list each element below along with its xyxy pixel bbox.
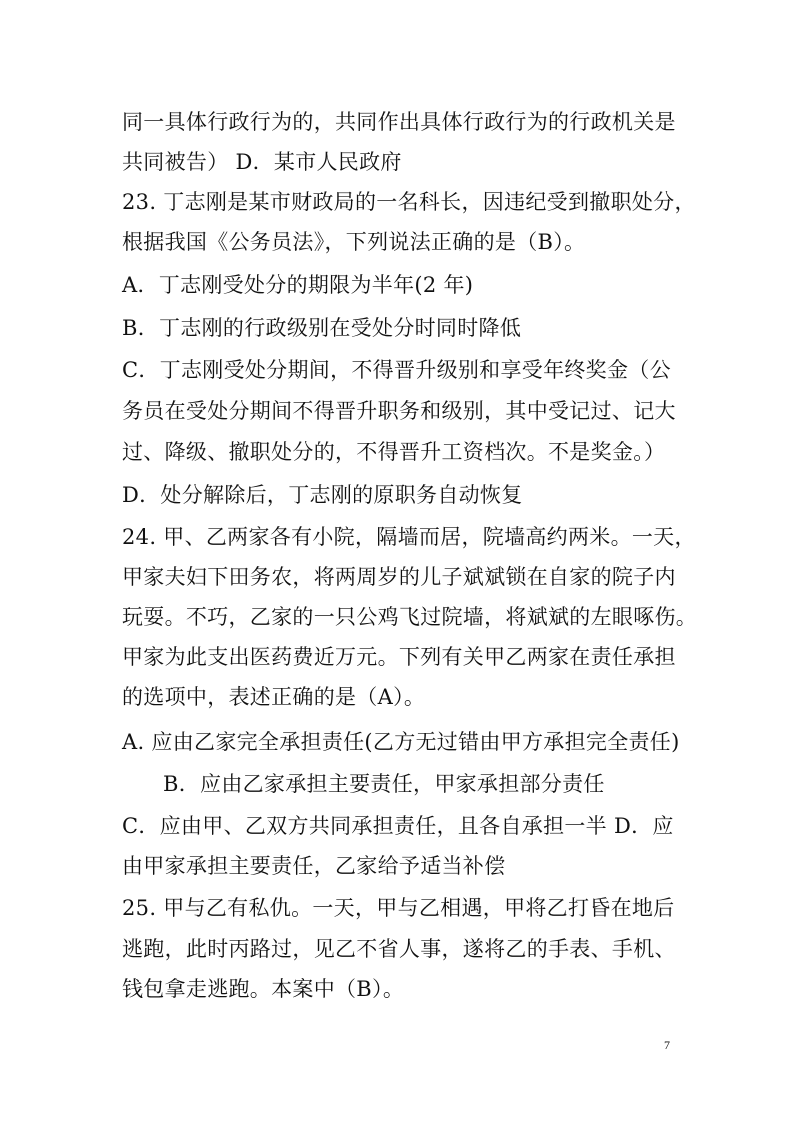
text-line: 逃跑，此时丙路过，见乙不省人事，遂将乙的手表、手机、 xyxy=(122,937,676,961)
option-b: B．丁志刚的行政级别在受处分时同时降低 xyxy=(122,316,522,340)
text-line: 由甲家承担主要责任，乙家给予适当补偿 xyxy=(122,854,506,878)
page-number: 7 xyxy=(664,1038,670,1052)
question-24-stem: 24. 甲、乙两家各有小院，隔墙而居，院墙高约两米。一天， xyxy=(122,525,696,549)
text-line: 甲家为此支出医药费近万元。下列有关甲乙两家在责任承担 xyxy=(122,645,676,669)
question-25-stem: 25. 甲与乙有私仇。一天，甲与乙相遇，甲将乙打昏在地后 xyxy=(122,896,675,920)
text-line: 根据我国《公务员法》，下列说法正确的是（B）。 xyxy=(122,230,586,254)
text-line: 务员在受处分期间不得晋升职务和级别，其中受记过、记大 xyxy=(122,399,676,423)
text-line: 过、降级、撤职处分的，不得晋升工资档次。不是奖金。） xyxy=(122,440,666,464)
option-c: C．丁志刚受处分期间，不得晋升级别和享受年终奖金（公 xyxy=(122,358,671,382)
option-a: A．丁志刚受处分的期限为半年(2 年) xyxy=(122,273,474,297)
question-23-stem: 23. 丁志刚是某市财政局的一名科长，因违纪受到撤职处分， xyxy=(122,190,696,214)
text-line: 的选项中，表述正确的是（A）。 xyxy=(122,685,426,709)
text-line: 共同被告） D．某市人民政府 xyxy=(122,150,402,174)
text-line: 玩耍。不巧，乙家的一只公鸡飞过院墙，将斌斌的左眼啄伤。 xyxy=(122,605,698,629)
text-line: 同一具体行政行为的，共同作出具体行政行为的行政机关是 xyxy=(122,110,676,134)
text-line: 钱包拿走逃跑。本案中（B）。 xyxy=(122,977,405,1001)
option-c-d: C．应由甲、乙双方共同承担责任，且各自承担一半 D．应 xyxy=(122,814,674,838)
option-a: A. 应由乙家完全承担责任(乙方无过错由甲方承担完全责任) xyxy=(122,730,680,754)
option-b: B．应由乙家承担主要责任，甲家承担部分责任 xyxy=(163,772,605,796)
option-d: D．处分解除后，丁志刚的原职务自动恢复 xyxy=(122,483,523,507)
text-line: 甲家夫妇下田务农，将两周岁的儿子斌斌锁在自家的院子内 xyxy=(122,565,676,589)
